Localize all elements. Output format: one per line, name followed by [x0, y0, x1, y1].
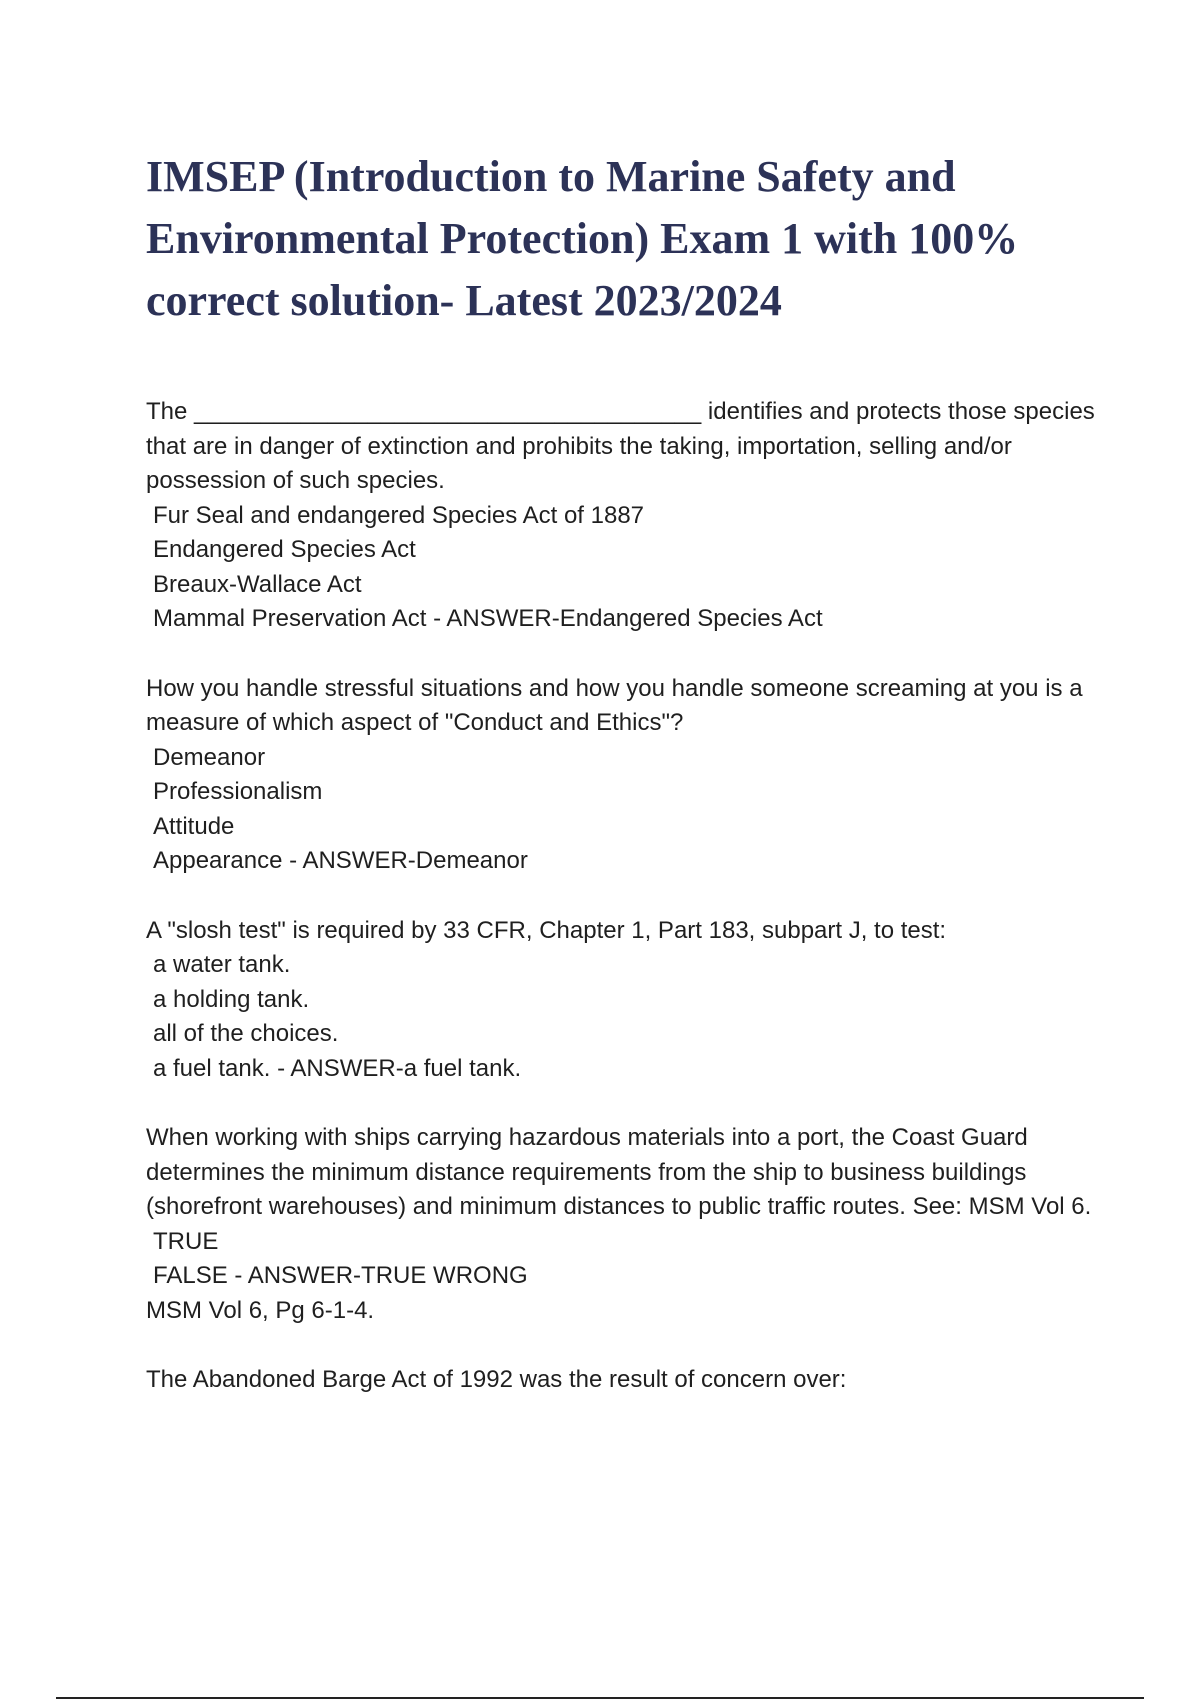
question-text: A "slosh test" is required by 33 CFR, Chapter 1, Part 183, subpart J, to test: — [146, 916, 947, 944]
answer-option: Appearance - ANSWER-Demeanor — [153, 847, 528, 874]
question-text: The Abandoned Barge Act of 1992 was the result of concern over: — [146, 1366, 847, 1393]
question-block-1 — [146, 395, 1106, 637]
answer-option: Endangered Species Act — [153, 536, 416, 563]
reference-note: MSM Vol 6, Pg 6-1-4. — [146, 1296, 375, 1324]
question-block-4 — [146, 1121, 1106, 1328]
answer-option: a water tank. — [153, 951, 291, 978]
answer-option: Attitude — [153, 812, 235, 840]
answer-option: Fur Seal and endangered Species Act of 1887 — [153, 501, 645, 529]
document-title: IMSEP (Introduction to Marine Safety and Environmental Protection) Exam 1 with 100% correct solution- Latest 2023/2024 — [146, 152, 1019, 325]
question-block-3 — [146, 914, 1106, 1087]
answer-option: Mammal Preservation Act - ANSWER-Endangered Species Act — [153, 605, 823, 632]
answer-option: Breaux-Wallace Act — [153, 570, 362, 598]
answer-option: a holding tank. — [153, 985, 310, 1013]
question-text: When working with ships carrying hazardous materials into a port, the Coast Guard determines the minimum distance requirements from the ship to business buildings (shorefront warehouses) and minimum distances to public traffic routes. See: MSM Vol 6. — [146, 1124, 1092, 1220]
page-bottom-divider — [56, 1697, 1144, 1699]
question-list — [146, 395, 1106, 1433]
answer-option: Demeanor — [153, 743, 266, 771]
answer-option: Professionalism — [153, 778, 323, 805]
question-block-5 — [146, 1363, 1106, 1398]
answer-option: TRUE — [153, 1227, 219, 1255]
question-block-2 — [146, 672, 1106, 879]
answer-option: a fuel tank. - ANSWER-a fuel tank. — [153, 1054, 522, 1082]
answer-option: FALSE - ANSWER-TRUE WRONG — [153, 1262, 528, 1289]
answer-option: all of the choices. — [153, 1020, 339, 1047]
question-text: The ______________________________________ identifies and protects those species that are in danger of extinction and prohibits the taking, importation, selling and/or possession of such species. — [146, 398, 1095, 494]
question-text: How you handle stressful situations and how you handle someone screaming at you is a measure of which aspect of "Conduct and Ethics"? — [146, 674, 1083, 736]
